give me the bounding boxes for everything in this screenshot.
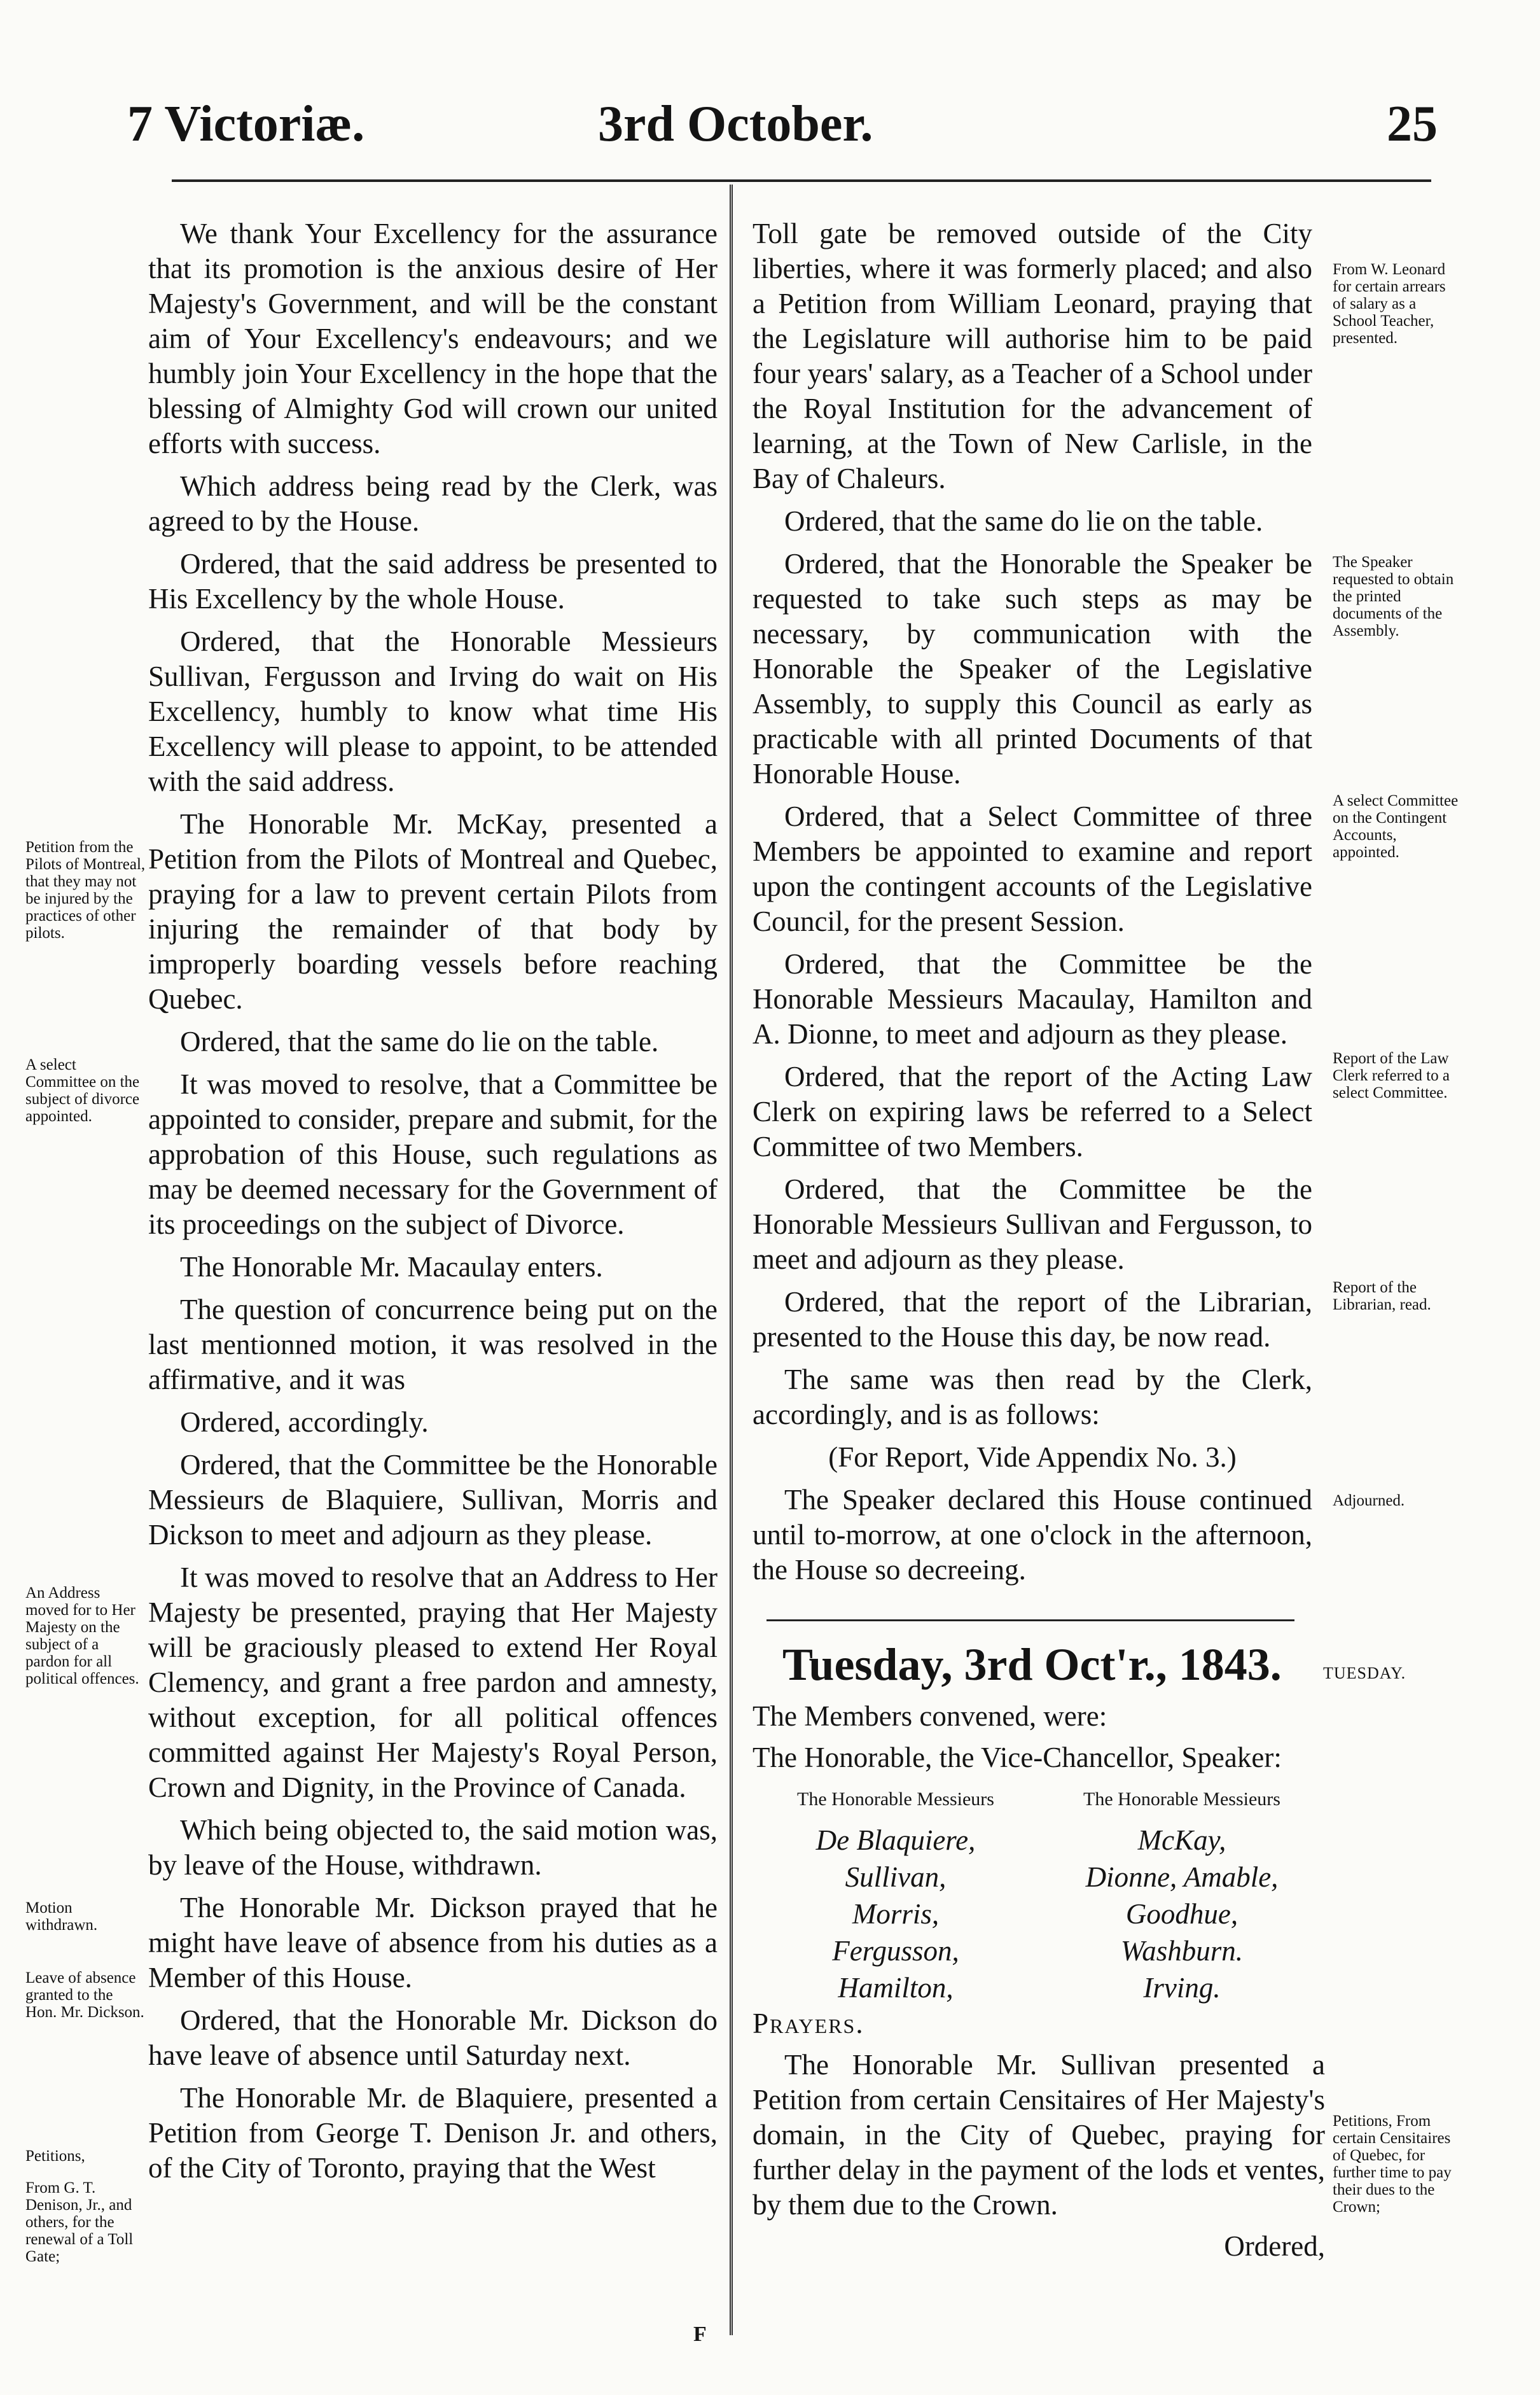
margin-note: Leave of absence granted to the Hon. Mr. Dickson.: [25, 1969, 144, 2021]
paragraph: The Honorable Mr. Dickson prayed that he might have leave of absence from his duties as a Member of this House.: [148, 1892, 718, 1994]
paragraph: Ordered, that a Select Committee of three Members be appointed to examine and report upon the contingent accounts of the Legislative Council, for the present Session.: [753, 800, 1312, 937]
running-header: [127, 95, 1438, 159]
margin-note: From W. Leonard for certain arrears of salary as a School Teacher, presented.: [1333, 261, 1446, 347]
page-number: 25: [1387, 96, 1438, 152]
section-rule: [767, 1619, 1294, 1621]
prayers-heading: Prayers.: [753, 2007, 864, 2039]
margin-note: Petitions,: [25, 2147, 85, 2165]
right-column: [753, 216, 1312, 1595]
signature-mark: F: [693, 2322, 707, 2346]
paragraph: We thank Your Excellency for the assurance that its promotion is the anxious desire of Her Majesty's Government, and will be the constant aim of Your Excellency's endeavours; and we humbly join Your Excellency in the hope that the blessing of Almighty God will crown our united efforts with success.: [148, 218, 718, 459]
paragraph: Toll gate be removed outside of the City liberties, where it was formerly placed; and also a Petition from William Leonard, praying that the Legislature will authorise him to be paid four years' salary, as a Teacher of a School under the Royal Institution for the advancement of learning, at the Town of New Carlisle, in the Bay of Chaleurs.: [753, 218, 1312, 494]
attendance-block: [753, 1699, 1325, 2270]
margin-note: Adjourned.: [1333, 1492, 1405, 1509]
members-column-left: [753, 1782, 1039, 2006]
member-name: McKay,: [1137, 1824, 1226, 1856]
sitting-margin-tag: TUESDAY.: [1323, 1664, 1406, 1682]
convened-line: The Members convened, were:: [753, 1700, 1107, 1732]
member-name: Irving.: [1143, 1972, 1221, 2004]
members-column-heading: The Honorable Messieurs: [797, 1789, 994, 1810]
paragraph: The question of concurrence being put on the last mentionned motion, it was resolved in the affirmative, and it was: [148, 1294, 718, 1395]
margin-note: A select Committee on the Contingent Accounts, appointed.: [1333, 792, 1459, 861]
left-column: [148, 216, 718, 2193]
header-date: 3rd October.: [598, 96, 873, 152]
margin-note: Petitions, From certain Censitaires of Quebec, for further time to pay their dues to the Crown;: [1333, 2112, 1452, 2216]
paragraph: It was moved to resolve that an Address to Her Majesty be presented, praying that Her Majesty will be graciously pleased to extend Her Royal Clemency, and grant a free pardon and amnesty, without exception, for all political offences committed against Her Majesty's Royal Person, Crown and Dignity, in the Province of Canada.: [148, 1561, 718, 1803]
paragraph: Ordered, that the same do lie on the table.: [784, 505, 1263, 537]
paragraph: Ordered, that the Honorable the Speaker be requested to take such steps as may be necessary, by communication with the Honorable the Speaker of the Legislative Assembly, to supply this Council as early as practicable with all printed Documents of that Honorable House.: [753, 548, 1312, 790]
paragraph: Ordered, that the Committee be the Honorable Messieurs de Blaquiere, Sullivan, Morris and Dickson to meet and adjourn as they please.: [148, 1449, 718, 1551]
paragraph: The same was then read by the Clerk, accordingly, and is as follows:: [753, 1364, 1312, 1430]
margin-note: An Address moved for to Her Majesty on the subject of a pardon for all political offences.: [25, 1584, 139, 1687]
margin-note: The Speaker requested to obtain the printed documents of the Assembly.: [1333, 554, 1454, 639]
paragraph: Ordered, that the report of the Librarian, presented to the House this day, be now read.: [753, 1286, 1312, 1353]
paragraph: Ordered, that the Committee be the Honorable Messieurs Macaulay, Hamilton and A. Dionne, to meet and adjourn as they please.: [753, 948, 1312, 1050]
member-name: Morris,: [852, 1898, 940, 1930]
member-name: Goodhue,: [1125, 1898, 1238, 1930]
paragraph: The Honorable Mr. Macaulay enters.: [180, 1251, 603, 1283]
member-name: Dionne, Amable,: [1085, 1861, 1279, 1893]
paragraph: Which being objected to, the said motion was, by leave of the House, withdrawn.: [148, 1814, 718, 1881]
paragraph: Ordered, that the Honorable Mr. Dickson do have leave of absence until Saturday next.: [148, 2004, 718, 2071]
paragraph: Ordered, that the Honorable Messieurs Sullivan, Fergusson and Irving do wait on His Excellency, humbly to know what time His Excellency will please to appoint, to be attended with the said address.: [148, 625, 718, 797]
paragraph: Ordered, that the same do lie on the table.: [180, 1026, 659, 1058]
appendix-reference: (For Report, Vide Appendix No. 3.): [828, 1441, 1237, 1473]
paragraph: Ordered, that the Committee be the Honorable Messieurs Sullivan and Fergusson, to meet and adjourn as they please.: [753, 1173, 1312, 1275]
sitting-title: Tuesday, 3rd Oct'r., 1843.: [782, 1639, 1282, 1690]
paragraph: The Honorable Mr. Sullivan presented a Petition from certain Censitaires of Her Majesty's domain, in the City of Quebec, praying for further delay in the payment of the lods et ventes, by them due to the Crown.: [753, 2049, 1325, 2221]
header-reign: 7 Victoriæ.: [127, 96, 365, 152]
header-rule: [172, 179, 1431, 182]
member-name: Fergusson,: [832, 1935, 959, 1967]
paragraph: The Speaker declared this House continued until to-morrow, at one o'clock in the afternoon, the House so decreeing.: [753, 1484, 1312, 1586]
member-name: Sullivan,: [845, 1861, 947, 1893]
margin-note: Petition from the Pilots of Montreal, that they may not be injured by the practices of other pilots.: [25, 839, 146, 942]
paragraph: It was moved to resolve, that a Committee be appointed to consider, prepare and submit, for the approbation of this House, such regulations as may be deemed necessary for the Government of its proceedings on the subject of Divorce.: [148, 1068, 718, 1240]
ordered-catchword: Ordered,: [1224, 2230, 1325, 2262]
members-column-heading: The Honorable Messieurs: [1083, 1789, 1280, 1810]
speaker-line: The Honorable, the Vice-Chancellor, Speaker:: [753, 1742, 1282, 1773]
margin-note: Report of the Librarian, read.: [1333, 1279, 1431, 1313]
paragraph: The Honorable Mr. McKay, presented a Petition from the Pilots of Montreal and Quebec, praying for a law to prevent certain Pilots from injuring the remainder of that body by improperly boarding vessels before reaching Quebec.: [148, 808, 718, 1015]
paragraph: Which address being read by the Clerk, was agreed to by the House.: [148, 470, 718, 537]
margin-note: Motion withdrawn.: [25, 1899, 98, 1934]
members-list: [753, 1782, 1325, 2006]
paragraph: The Honorable Mr. de Blaquiere, presented a Petition from George T. Denison Jr. and others, of the City of Toronto, praying that the West: [148, 2082, 718, 2184]
paragraph: Ordered, that the said address be presented to His Excellency by the whole House.: [148, 548, 718, 615]
member-name: De Blaquiere,: [815, 1824, 976, 1856]
column-divider: [730, 185, 733, 2335]
margin-note: Report of the Law Clerk referred to a select Committee.: [1333, 1050, 1450, 1101]
margin-note: A select Committee on the subject of divorce appointed.: [25, 1056, 140, 1125]
member-name: Hamilton,: [838, 1972, 954, 2004]
members-column-right: [1039, 1782, 1325, 2006]
margin-note: From G. T. Denison, Jr., and others, for the renewal of a Toll Gate;: [25, 2179, 134, 2265]
member-name: Washburn.: [1120, 1935, 1244, 1967]
paragraph: Ordered, that the report of the Acting Law Clerk on expiring laws be referred to a Select Committee of two Members.: [753, 1061, 1312, 1163]
paragraph: Ordered, accordingly.: [180, 1406, 429, 1438]
